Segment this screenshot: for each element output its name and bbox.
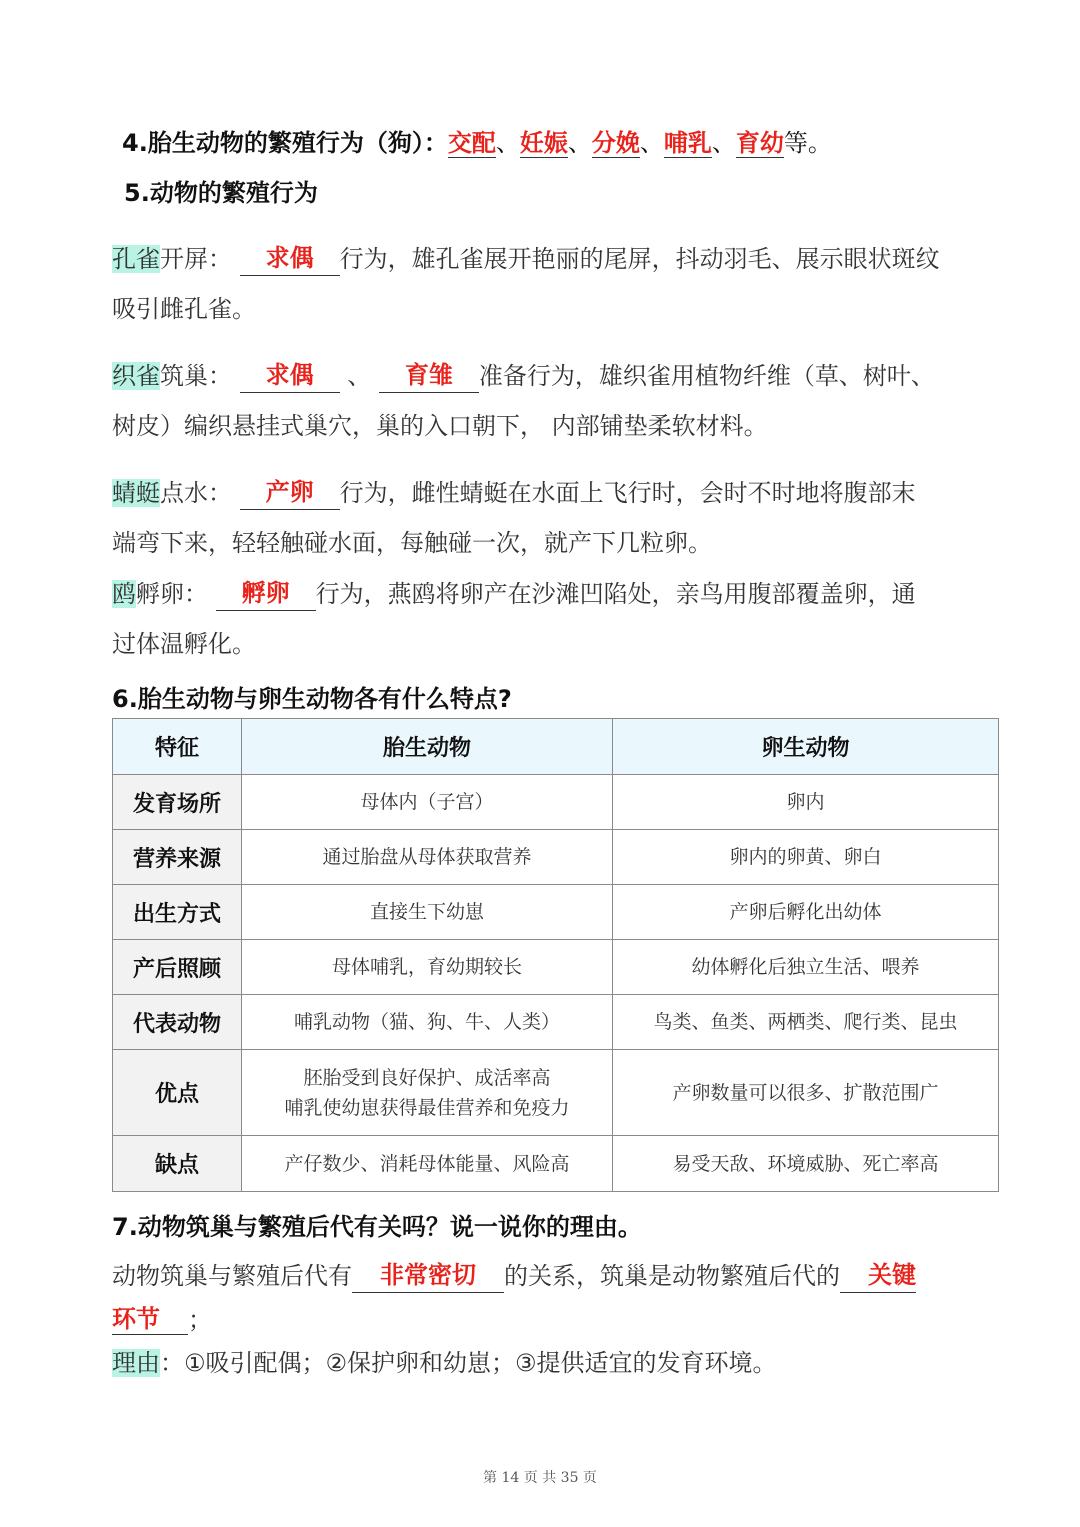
- q4-suffix: 等。: [783, 129, 832, 157]
- reason-text: ：①吸引配偶；②保护卵和幼崽；③提供适宜的发育环境。: [160, 1349, 777, 1377]
- oviparous-cell: 鸟类、鱼类、两栖类、爬行类、昆虫: [613, 995, 999, 1050]
- dragonfly-paragraph: [112, 468, 992, 568]
- table-row: [113, 995, 999, 1050]
- dragonfly-blank-answer: 产卵: [240, 475, 340, 510]
- peacock-line-2: 吸引雌孔雀。: [112, 295, 256, 323]
- row-header: 发育场所: [113, 775, 242, 830]
- viviparous-cell: 产仔数少、消耗母体能量、风险高: [242, 1136, 613, 1192]
- gull-line-1: [112, 569, 992, 619]
- header-oviparous: 卵生动物: [613, 719, 999, 775]
- q5-heading: 5.动物的繁殖行为: [124, 179, 318, 207]
- dragonfly-highlight: 蜻蜓: [112, 479, 160, 507]
- q4-prefix: 4.胎生动物的繁殖行为（狗）：: [122, 129, 448, 157]
- peacock-name: 开屏：: [160, 245, 232, 273]
- reason-highlight: 理由: [112, 1349, 160, 1377]
- peacock-paragraph: [112, 234, 992, 334]
- oviparous-cell: 易受天敌、环境威胁、死亡率高: [613, 1136, 999, 1192]
- q6-heading: 6.胎生动物与卵生动物各有什么特点?: [112, 685, 512, 713]
- peacock-highlight: 孔雀: [112, 245, 160, 273]
- row-header: 缺点: [113, 1136, 242, 1192]
- table-header-row: [113, 719, 999, 775]
- q4-answer-4: 哺乳: [663, 129, 712, 157]
- q7-blank-answer-2b: 环节: [112, 1304, 188, 1335]
- weaver-sep: 、: [347, 362, 372, 390]
- q7-text-b: 的关系，筑巢是动物繁殖后代的: [504, 1262, 840, 1290]
- row-header: 出生方式: [113, 885, 242, 940]
- dragonfly-line-2: 端弯下来，轻轻触碰水面，每触碰一次，就产下几粒卵。: [112, 529, 712, 557]
- oviparous-cell: 卵内: [613, 775, 999, 830]
- peacock-line-1: [112, 234, 992, 284]
- table-row: [113, 1136, 999, 1192]
- oviparous-cell: 幼体孵化后独立生活、喂养: [613, 940, 999, 995]
- q7-line-1: [112, 1251, 992, 1301]
- table-row: [113, 830, 999, 885]
- row-header: 代表动物: [113, 995, 242, 1050]
- table-row: [113, 940, 999, 995]
- dragonfly-text: 行为，雌性蜻蜓在水面上飞行时，会时不时地将腹部末: [339, 479, 916, 507]
- q4-answer-3: 分娩: [591, 129, 640, 157]
- q7-blank-answer-1: 非常密切: [352, 1258, 504, 1293]
- viviparous-cell-line: 胚胎受到良好保护、成活率高: [303, 1066, 551, 1089]
- q4-sep: 、: [567, 129, 592, 157]
- q4-sep: 、: [639, 129, 664, 157]
- header-feature: 特征: [113, 719, 242, 775]
- viviparous-cell: 哺乳动物（猫、狗、牛、人类）: [242, 995, 613, 1050]
- weaver-line-2: 树皮）编织悬挂式巢穴，巢的入口朝下， 内部铺垫柔软材料。: [112, 412, 768, 440]
- weaver-blank-answer-1: 求偶: [240, 358, 340, 393]
- header-viviparous: 胎生动物: [242, 719, 613, 775]
- reason-paragraph: [112, 1338, 992, 1388]
- q7-line-2-tail: ；: [188, 1306, 212, 1334]
- viviparous-cell-line: 哺乳使幼崽获得最佳营养和免疫力: [284, 1096, 570, 1119]
- q7-text-a: 动物筑巢与繁殖后代有: [112, 1262, 352, 1290]
- gull-line-2: 过体温孵化。: [112, 630, 256, 658]
- weaver-blank-answer-2: 育雏: [379, 358, 479, 393]
- table-row: [113, 775, 999, 830]
- viviparous-cell: [242, 1050, 613, 1136]
- q4-heading: [122, 126, 832, 160]
- peacock-text: 行为，雄孔雀展开艳丽的尾屏，抖动羽毛、展示眼状斑纹: [339, 245, 940, 273]
- q7-blank-answer-2a: 关键: [840, 1258, 916, 1293]
- weaver-text: 准备行为，雄织雀用植物纤维（草、树叶、: [478, 362, 935, 390]
- q4-answer-2: 妊娠: [519, 129, 568, 157]
- page-footer: 第 14 页 共 35 页: [483, 1470, 597, 1486]
- peacock-blank-answer: 求偶: [240, 241, 340, 276]
- q7-answer-paragraph: [112, 1251, 992, 1339]
- gull-highlight: 鸥: [112, 580, 136, 608]
- oviparous-cell: 产卵数量可以很多、扩散范围广: [613, 1050, 999, 1136]
- viviparous-cell: 母体内（子宫）: [242, 775, 613, 830]
- gull-blank-answer: 孵卵: [216, 576, 316, 611]
- oviparous-cell: 产卵后孵化出幼体: [613, 885, 999, 940]
- weaver-paragraph: [112, 351, 992, 451]
- reason-line: [112, 1338, 992, 1388]
- table-row: [113, 1050, 999, 1136]
- dragonfly-line-1: [112, 468, 992, 518]
- q4-sep: 、: [495, 129, 520, 157]
- table-row: [113, 885, 999, 940]
- gull-text: 行为，燕鸥将卵产在沙滩凹陷处，亲鸟用腹部覆盖卵，通: [315, 580, 916, 608]
- dragonfly-name: 点水：: [160, 479, 232, 507]
- viviparous-cell: 直接生下幼崽: [242, 885, 613, 940]
- weaver-name: 筑巢：: [160, 362, 232, 390]
- q4-sep: 、: [711, 129, 736, 157]
- weaver-highlight: 织雀: [112, 362, 160, 390]
- gull-paragraph: [112, 569, 992, 669]
- q7-line-2: [112, 1301, 992, 1339]
- q4-answer-5: 育幼: [735, 129, 784, 157]
- oviparous-cell: 卵内的卵黄、卵白: [613, 830, 999, 885]
- q4-answer-1: 交配: [447, 129, 496, 157]
- gull-name: 孵卵：: [136, 580, 208, 608]
- viviparous-cell: 通过胎盘从母体获取营养: [242, 830, 613, 885]
- viviparous-cell: 母体哺乳，育幼期较长: [242, 940, 613, 995]
- comparison-table: [112, 718, 999, 1192]
- row-header: 营养来源: [113, 830, 242, 885]
- q7-heading: 7.动物筑巢与繁殖后代有关吗？说一说你的理由。: [112, 1213, 642, 1241]
- weaver-line-1: [112, 351, 992, 401]
- row-header: 优点: [113, 1050, 242, 1136]
- row-header: 产后照顾: [113, 940, 242, 995]
